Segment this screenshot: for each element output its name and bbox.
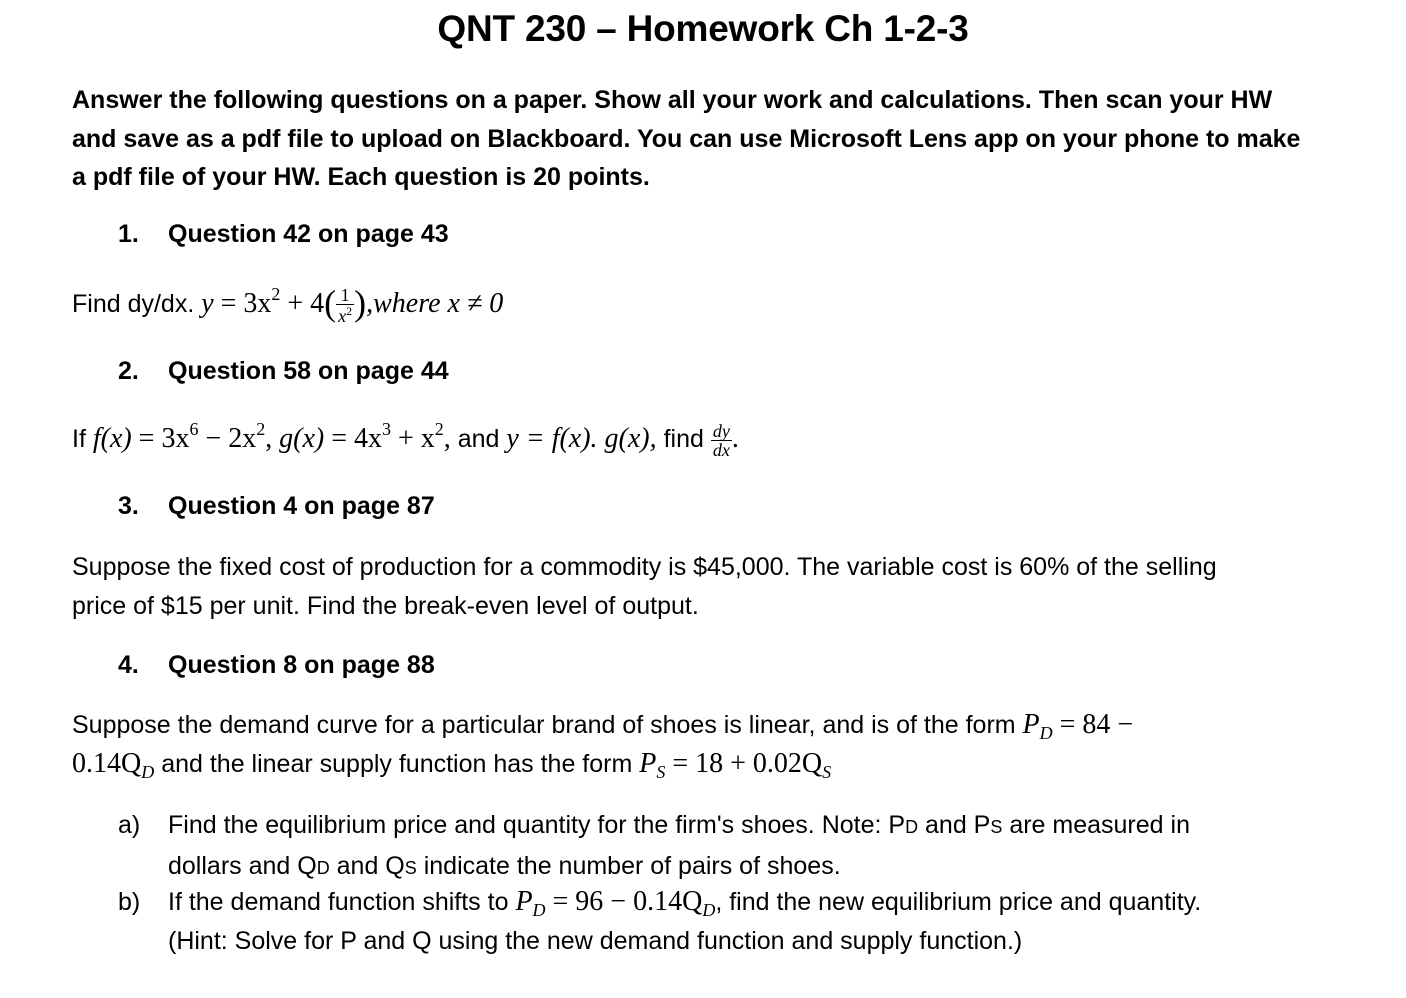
question-1-text: Find dy/dx. $y = 3x^2 + 4$( $\frac{1}{x^2}$ ),where x ≠ 0 [72,283,504,326]
fraction-one-over-x-squared: $\frac{1}{x^2}$ [338,284,353,326]
instructions-line: and save as a pdf file to upload on Blackboard. You can use Microsoft Lens app on your phone to make [72,124,1301,153]
question-4-text: Suppose the demand curve for a particular brand of shoes is linear, and is of the form $P_D = 84$ − $0.14Q_D$ and the linear supply function has the form $P_S = 18 + 0.02Q_S$ [72,709,1134,782]
instructions-line: a pdf file of your HW. Each question is 20 points. [72,163,650,191]
instructions-line: Answer the following questions on a paper. Show all your work and calculations. Then scan your HW [72,86,1273,114]
question-3-text: Suppose the fixed cost of production for a commodity is $45,000. The variable cost is 60% of the selling price of $15 per unit. Find the break-even level of output. [72,553,1217,620]
question-4-heading: 4. Question 8 on page 88 [118,651,435,679]
question-4-part-a: a) Find the equilibrium price and quantity for the firm's shoes. Note: PD and PS are measured in dollars and QD and QS indicate the number of pairs of shoes. [118,811,1190,880]
question-4-part-b: b) If the demand function shifts to $P_D = 96 - 0.14Q_D$, find the new equilibrium price and quantity. (Hint: Solve for P and Q using the new demand function and supply function.) [118,886,1202,955]
question-3-heading: 3. Question 4 on page 87 [118,492,435,520]
question-1-heading: 1. Question 42 on page 43 [118,220,449,248]
page-title: QNT 230 – Homework Ch 1-2-3 [437,8,969,49]
fraction-dy-dx: $\frac{dy}{dx}$ [712,420,730,460]
instructions-paragraph [72,81,1342,197]
question-2-heading: 2. Question 58 on page 44 [118,357,449,385]
question-2-text: If $f(x) = 3x^6 - 2x^2$, $g(x) = 4x^3 + x^2$, and y = f(x). g(x), find $\frac{dy}{dx}$ . [72,419,739,460]
